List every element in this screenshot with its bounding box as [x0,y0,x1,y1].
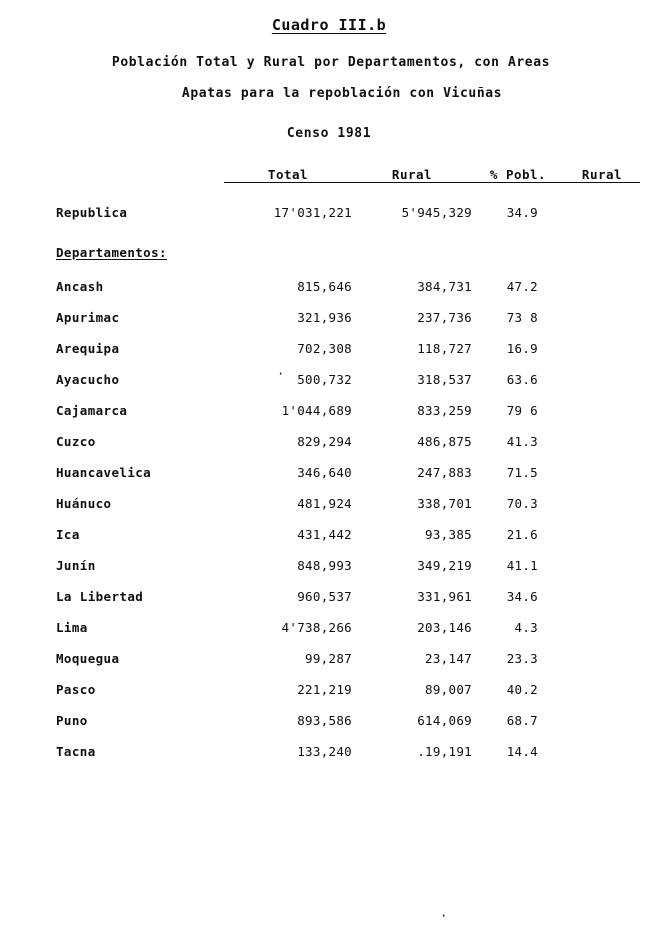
cell-pct: 4.3 [514,619,538,635]
table-header-row [56,167,640,183]
row-label: Cuzco [56,433,96,449]
cell-rural: 203,146 [417,619,472,635]
row-label: Arequipa [56,340,120,356]
row-label: Lima [56,619,88,635]
stray-dot-mark: · [277,367,285,381]
cell-total: 815,646 [297,278,352,294]
table-row-republica [56,205,640,241]
row-label: Ayacucho [56,371,120,387]
row-label: Huánuco [56,495,112,511]
cell-total: 893,586 [297,712,352,728]
table-row [56,403,640,434]
table-row [56,465,640,496]
column-header-pct: % Pobl. [472,167,564,183]
column-header-label [56,167,224,183]
table-row [56,310,640,341]
cell-rural: 89,007 [425,681,472,697]
row-label: Moquegua [56,650,120,666]
row-label: Tacna [56,743,96,759]
subtitle-line-1: Población Total y Rural por Departamentos, con Areas [111,55,551,70]
table-section-header-row [56,241,640,279]
cell-total: 133,240 [297,743,352,759]
cell-pct: 71.5 [506,464,538,480]
cell-pct: 16.9 [506,340,538,356]
subtitle-line-2: Apatas para la repoblación con Vicuñas [181,85,503,101]
column-header-total: Total [224,167,352,183]
table-row [56,682,640,713]
cell-pct: 23.3 [506,650,538,666]
cell-rural: 237,736 [417,309,472,325]
cell-pct: 70.3 [506,495,538,511]
bottom-dot-mark: · [440,909,448,923]
population-table [56,167,640,775]
cell-pct: 47.2 [506,278,538,294]
cell-rural: 23,147 [425,650,472,666]
row-label: Puno [56,712,88,728]
cell-pct: 41.1 [506,557,538,573]
table-row [56,558,640,589]
document-subtitle [0,56,658,102]
cell-rural: 93,385 [425,526,472,542]
cell-pct: 73 8 [506,309,538,325]
cell-pct: 34.6 [506,588,538,604]
cell-rural: 118,727 [417,340,472,356]
row-label: Pasco [56,681,96,697]
table-row [56,651,640,682]
cell-total: 346,640 [297,464,352,480]
column-header-rural: Rural [352,167,472,183]
cell-rural: 247,883 [417,464,472,480]
header-spacer-row [56,182,640,205]
table-row [56,527,640,558]
cell-total: 481,924 [297,495,352,511]
page-title: Cuadro III.b [271,16,387,34]
cell-total: 500,732 [297,371,352,387]
table-row [56,372,640,403]
cell-rural: 384,731 [417,278,472,294]
cell-rural: 349,219 [417,557,472,573]
row-label: La Libertad [56,588,144,604]
cell-pct: 41.3 [506,433,538,449]
row-label: Junín [56,557,96,573]
table-row [56,744,640,775]
table-row [56,434,640,465]
cell-rural: 614,069 [417,712,472,728]
row-label: Ancash [56,278,104,294]
cell-rural: 318,537 [417,371,472,387]
cell-rural: 833,259 [417,402,472,418]
table-row [56,620,640,651]
cell-rural: 338,701 [417,495,472,511]
cell-total: 99,287 [305,650,352,666]
column-header-pct-rural: Rural [564,167,640,183]
cell-total: 321,936 [297,309,352,325]
cell-pct: 79 6 [506,402,538,418]
cell-rural: 331,961 [417,588,472,604]
cell-total: 17'031,221 [273,204,352,220]
cell-total: 829,294 [297,433,352,449]
cell-total: 1'044,689 [281,402,352,418]
row-label: Cajamarca [56,402,128,418]
cell-pct: 21.6 [506,526,538,542]
row-label: Huancavelica [56,464,152,480]
row-label: Ica [56,526,80,542]
row-label: Apurimac [56,309,120,325]
cell-total: 221,219 [297,681,352,697]
table-row [56,713,640,744]
cell-rural: 486,875 [417,433,472,449]
cell-total: 4'738,266 [281,619,352,635]
census-year: Censo 1981 [286,125,372,141]
cell-rural: 5'945,329 [401,204,472,220]
cell-total: 431,442 [297,526,352,542]
table-body [56,182,640,775]
cell-pct: 34.9 [506,204,538,220]
cell-rural: .19,191 [417,743,472,759]
row-label: Republica [56,204,128,220]
table-row [56,279,640,310]
cell-pct: 40.2 [506,681,538,697]
table-row [56,496,640,527]
cell-pct: 14.4 [506,743,538,759]
document-page [0,16,658,928]
cell-total: 960,537 [297,588,352,604]
cell-total: 702,308 [297,340,352,356]
cell-pct: 68.7 [506,712,538,728]
section-header-label: Departamentos: [56,244,167,260]
table-row [56,589,640,620]
cell-pct: 63.6 [506,371,538,387]
table-row [56,341,640,372]
cell-total: 848,993 [297,557,352,573]
